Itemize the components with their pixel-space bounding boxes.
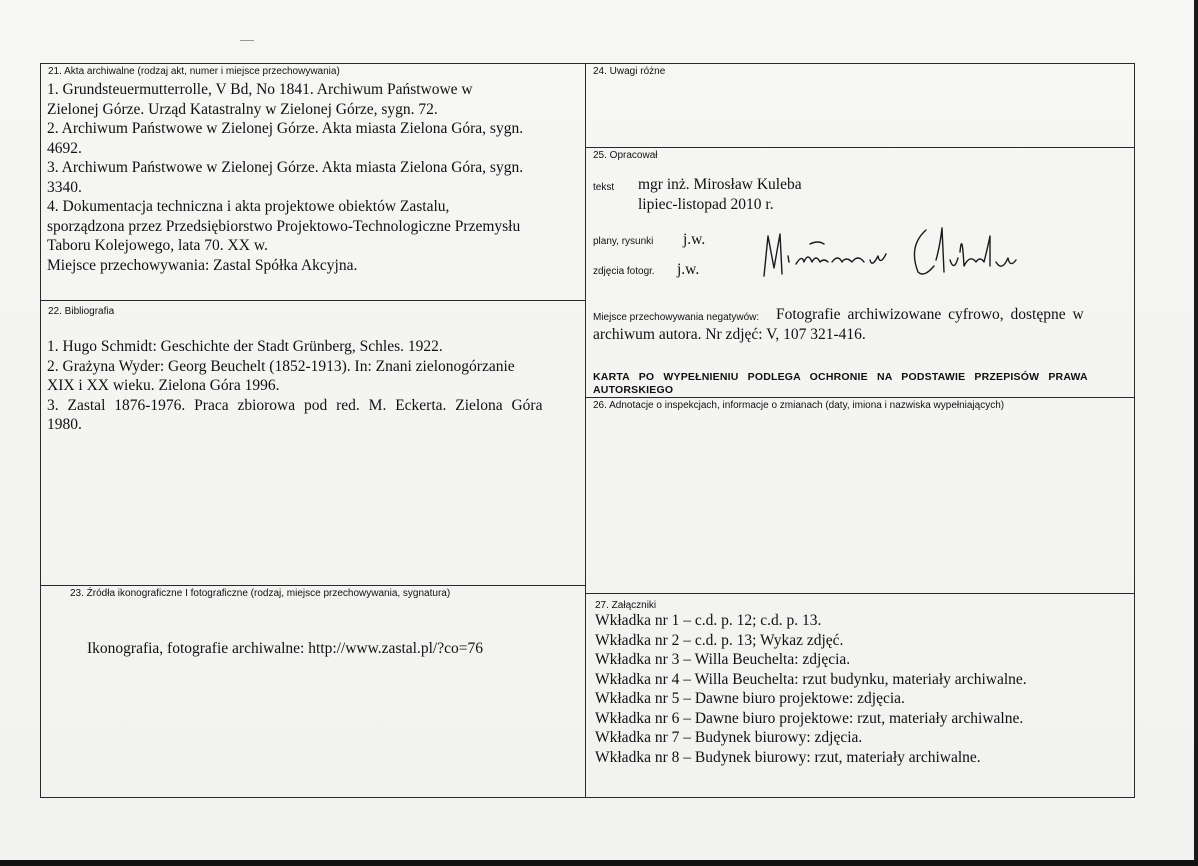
bibliography-item: 1. Hugo Schmidt: Geschichte der Stadt Grünberg, Schles. 1922.: [47, 338, 443, 355]
section-25-label: 25. Opracował: [593, 150, 658, 161]
section-21-box: [40, 63, 586, 301]
section-21-line: 3. Archiwum Państwowe w Zielonej Górze. Akta miasta Zielona Góra, sygn.: [47, 159, 524, 176]
section-21-label: 21. Akta archiwalne (rodzaj akt, numer i miejsce przechowywania): [48, 66, 340, 77]
section-23-label: 23. Źródła ikonograficzne I fotograficzne (rodzaj, miejsce przechowywania, sygnatura): [70, 588, 451, 599]
attachment-item: Wkładka nr 7 – Budynek biurowy: zdjęcia.: [595, 729, 863, 746]
section-22-box: [40, 300, 586, 586]
section-27-box: [585, 593, 1135, 798]
author-date: lipiec-listopad 2010 r.: [638, 196, 774, 213]
negatywy-value-cont: archiwum autora. Nr zdjęć: V, 107 321-416.: [593, 326, 866, 343]
attachment-item: Wkładka nr 3 – Willa Beuchelta: zdjęcia.: [595, 651, 851, 668]
attachment-item: Wkładka nr 5 – Dawne biuro projektowe: zdjęcia.: [595, 690, 905, 707]
attachment-item: Wkładka nr 2 – c.d. p. 13; Wykaz zdjęć.: [595, 631, 844, 649]
scan-border-bottom: [0, 860, 1198, 866]
section-23-text: Ikonografia, fotografie archiwalne: http://www.zastal.pl/?co=76: [87, 640, 483, 657]
section-21-line: Miejsce przechowywania: Zastal Spółka Akcyjna.: [47, 256, 358, 274]
bibliography-item: 3. Zastal 1876-1976. Praca zbiorowa pod red. M. Eckerta. Zielona Góra: [47, 396, 543, 414]
section-23-box: [40, 585, 586, 798]
section-22-label: 22. Bibliografia: [48, 306, 115, 317]
negatywy-label: Miejsce przechowywania negatywów:: [593, 312, 760, 323]
section-26-label: 26. Adnotacje o inspekcjach, informacje o zmianach (daty, imiona i nazwiska wypełniających): [593, 400, 1005, 411]
plany-value: j.w.: [683, 231, 706, 248]
section-24-box: [585, 63, 1135, 148]
attachment-item: Wkładka nr 1 – c.d. p. 12; c.d. p. 13.: [595, 612, 822, 629]
attachment-item: Wkładka nr 6 – Dawne biuro projektowe: rzut, materiały archiwalne.: [595, 709, 1024, 727]
section-21-line: 4. Dokumentacja techniczna i akta projektowe obiektów Zastalu,: [47, 198, 450, 215]
negatywy-value: Fotografie archiwizowane cyfrowo, dostępne w: [776, 306, 1084, 323]
section-21-line: 4692.: [47, 139, 82, 157]
scan-mark: [240, 40, 254, 41]
signature-image: [758, 216, 1038, 286]
bibliography-item: XIX i XX wieku. Zielona Góra 1996.: [47, 377, 280, 394]
author-name: mgr inż. Mirosław Kuleba: [638, 176, 802, 193]
section-24-label: 24. Uwagi różne: [593, 66, 666, 77]
attachment-item: Wkładka nr 8 – Budynek biurowy: rzut, materiały archiwalne.: [595, 748, 981, 766]
copyright-notice: KARTA PO WYPEŁNIENIU PODLEGA OCHRONIE NA PODSTAWIE PRZEPISÓW PRAWA: [593, 371, 1088, 383]
section-21-content: [47, 80, 579, 275]
section-22-content: [47, 337, 579, 435]
section-21-line: Zielonej Górze. Urząd Katastralny w Zielonej Górze, sygn. 72.: [47, 100, 438, 118]
bibliography-item: 2. Grażyna Wyder: Georg Beuchelt (1852-1913). In: Znani zielonogórzanie: [47, 357, 515, 375]
section-25-box: [585, 147, 1135, 398]
zdjecia-value: j.w.: [677, 261, 700, 278]
section-21-line: sporządzona przez Przedsiębiorstwo Projektowo-Technologiczne Przemysłu: [47, 217, 521, 235]
section-21-line: Taboru Kolejowego, lata 70. XX w.: [47, 237, 268, 254]
tekst-label: tekst: [593, 182, 615, 193]
section-21-line: 1. Grundsteuermutterrolle, V Bd, No 1841. Archiwum Państwowe w: [47, 81, 473, 98]
bibliography-item: 1980.: [47, 416, 82, 433]
plany-label: plany, rysunki: [593, 236, 654, 247]
section-21-line: 2. Archiwum Państwowe w Zielonej Górze. Akta miasta Zielona Góra, sygn.: [47, 120, 524, 137]
section-21-line: 3340.: [47, 178, 82, 196]
copyright-notice-cont: AUTORSKIEGO: [593, 384, 674, 396]
zdjecia-label: zdjęcia fotogr.: [593, 266, 655, 277]
section-27-label: 27. Załączniki: [595, 600, 657, 611]
attachments-list: [595, 611, 1027, 767]
scan-border-right: [1194, 0, 1198, 866]
attachment-item: Wkładka nr 4 – Willa Beuchelta: rzut budynku, materiały archiwalne.: [595, 670, 1027, 688]
section-26-box: [585, 397, 1135, 594]
